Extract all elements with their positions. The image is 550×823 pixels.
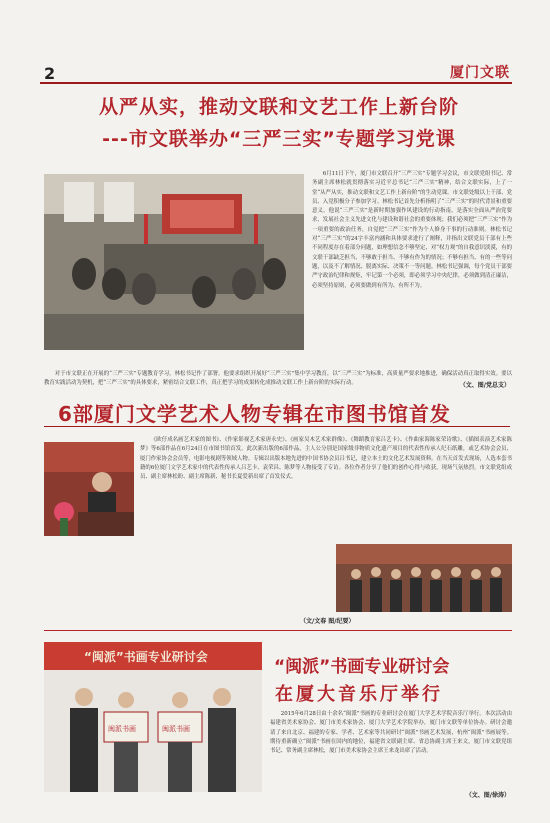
masthead: 厦门文联 bbox=[450, 65, 510, 81]
group-photo bbox=[336, 544, 512, 612]
article1-title-line1: 从严从实，推动文联和文艺工作上新台阶 bbox=[98, 96, 459, 118]
article1-title-line2: ---市文联举办“三严三实”专题学习党课 bbox=[102, 128, 456, 150]
page-number: 2 bbox=[44, 64, 56, 83]
award2-text: 闽派书画 bbox=[162, 725, 190, 733]
article3-title-line1: “闽派”书画专业研讨会 bbox=[274, 657, 450, 677]
article1-col1: 6月11日下午，厦门市文联召开“三严三实”专题学习会议，市文联党组书记、常务副主席林松就贯彻落实习近平总书记“三严三实”精神，结合文联实际，上了一堂“从严从实，推动文联和文艺工作上新台阶”的生动党课。市文联处级以上干部、党员、入党积极分子参加学习。林松书记首先分析指明了“三严三实”的时代背景和重要意义。他说“三严三实”是新时期加强作风建设的行动指南，是落实全面从严治党要求，发展社会主义先进文化与建设和谐社会的重要体现；我们必须把“三严三实”作为一项重要的政治任务，自觉把“三严三实”作为个人修身干事的行动准则。林松书记对“三严三实”的24字丰富内涵和具体要求进行了阐释，并指出文联党员干部有上些不同程度存在着部分问题，如理想信念不够坚定、对“权力观”的自我意识淡漠，有的文联干部缺乏担当、不够敢于担当、不够有作为的情况；不够有担当、有的一些等问题，以及不了解情况、脱离实际、决策不一等问题。林松书记强调，每个党员干部要严守政治纪律和规矩，牢记第一个必须，即必须学习中央纪律，必须做到清正廉洁，必须坚持原则，必须要做到有所为、有所不为。 bbox=[312, 171, 512, 289]
article1-body-right bbox=[312, 170, 512, 368]
article1-col2: 对于市文联正在开展的“三严三实”专题教育学习，林松书记作了部署。他要求组织开展好“三严三实”集中学习教育，以“三严三实”为标准，高质量严要求地推进，确保活动真正取得实效。要以教育实践活动为契机，把“三严三实”的具体要求，紧密结合文联工作，真正把学习的成果转化成推动文联工作上新台阶的实际行动。 bbox=[44, 371, 512, 387]
article2-rule bbox=[44, 426, 510, 427]
award-photo bbox=[44, 642, 262, 792]
article2-credit: （文/文春 图/纪要） bbox=[300, 618, 355, 625]
speaker-photo bbox=[44, 442, 134, 536]
banner-text: “闽派”书画专业研讨会 bbox=[84, 650, 208, 664]
meeting-photo bbox=[44, 174, 304, 350]
article2-body: 《欧仔成名画艺术家的图书》、《作家影视艺术家唐永史》、《画家吴木艺术家群像》、《舞蹈教育家吕艺卡》、《作曲家海陈家荣诗歌》、《插图表演艺术家陈梦》等6部作品在6月24日在市图书馆首发。此次新出版的6部作品，主人公分别是国家级非物质文化遗产项目的代表性传承人纪石纸雕，或艺术协会会员、厦门作家协会会员等，电影电视剧等领域人物。专辑以出版本地先进的中国书协会员吕书记，建立本土的文化艺术发展资料。在当天首发式现场，人选本套书籍的6位厦门文学艺术家中的代表性传承人吕艺卡、袁荣昌、陈梦等人物接受了专访。各位作者分享了他们的创作心得与收获，现场气氛热烈。市文联党组成员、副主席林松盼、副主席陈新、秘书长夏爱新出席了首发仪式。 bbox=[140, 437, 512, 481]
article3-title-line2: 在厦大音乐厅举行 bbox=[275, 684, 443, 705]
article3-body: 2015年6月28日由十余名“闽派”书画的专业研讨会在厦门大学艺术学院音乐厅举行。本次活动由福建省美术家协会、厦门市美术家协会、厦门大学艺术学院举办，厦门市文联等单位协办。研讨会邀请了来自北京、福建的专家、学者、艺术家等共同研讨“闽派”书画艺术发展，杭州“闽派”书画展等。期待重新确立“闽派”书画在国内的地位，福建省文联副主席、省总协副主席王来文，厦门市文联党组书记、常务副主席林松，厦门市美术家协会主席王来龙出席了活动。 bbox=[270, 711, 512, 755]
article1-credit: （文、图/党总支） bbox=[459, 382, 510, 389]
article2-body-lower bbox=[44, 538, 330, 608]
article2-title: 6部厦门文学艺术人物专辑在市图书馆首发 bbox=[58, 402, 451, 426]
header-rule bbox=[40, 66, 512, 84]
award1-text: 闽派书画 bbox=[108, 725, 136, 733]
section-divider bbox=[44, 630, 512, 631]
article3-credit: （文、图/徐涛） bbox=[465, 792, 510, 799]
article1-body-bottom bbox=[44, 370, 512, 388]
